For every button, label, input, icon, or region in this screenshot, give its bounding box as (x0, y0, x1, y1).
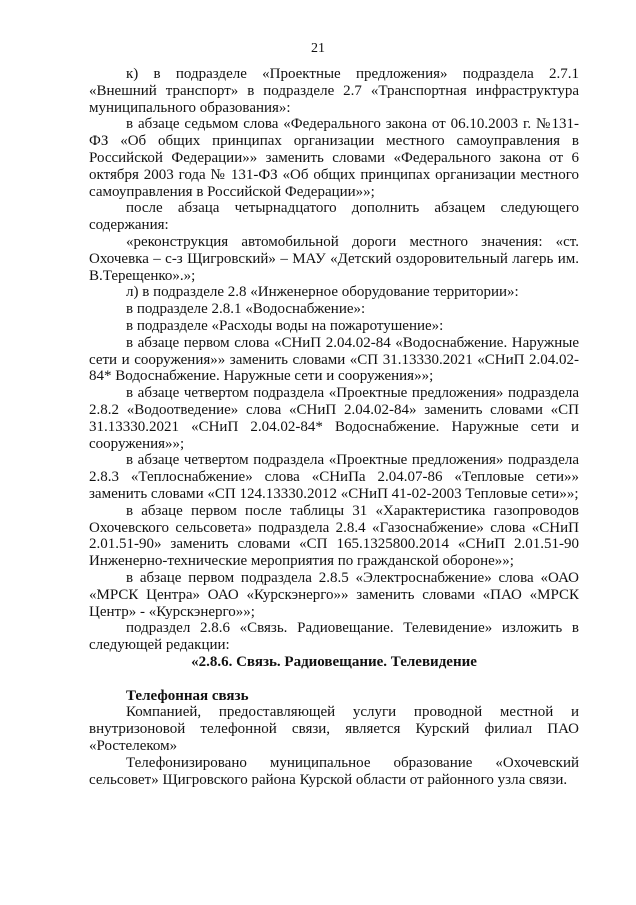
paragraph-posle-abzaca: после абзаца четырнадцатого дополнить абзацем следующего содержания: (89, 200, 579, 234)
section-heading: «2.8.6. Связь. Радиовещание. Телевидение (191, 653, 477, 670)
paragraph-l-inzhenernoe: л) в подразделе 2.8 «Инженерное оборудование территории»: (126, 284, 519, 301)
paragraph-gazosnabzhenie: в абзаце первом после таблицы 31 «Характеристика газопроводов Охочевского сельсовета» подраздела 2.8.4 «Газоснабжение» слова «СНиП 2.01.51-90» заменить словами «СП 165.1325800.2014 «СНиП 2.01.51-90 Инженерно-технические мероприятия по гражданской обороне»»; (89, 502, 579, 570)
paragraph-rashody-vody: в подразделе «Расходы воды на пожаротушение»: (126, 317, 444, 334)
page-number: 21 (311, 41, 325, 56)
paragraph-vodosnabzhenie: в подразделе 2.8.1 «Водоснабжение»: (126, 301, 366, 318)
paragraph-vodootvedenie: в абзаце четвертом подраздела «Проектные предложения» подраздела 2.8.2 «Водоотведение» слова «СНиП 2.04.02-84» заменить словами «СП 31.13330.2021 «СНиП 2.04.02-84* Водоснабжение. Наружные сети и сооружения»»; (89, 385, 579, 452)
paragraph-abzac-sedmoy: в абзаце седьмом слова «Федерального закона от 06.10.2003 г. №131-ФЗ «Об общих принципах организации местного самоуправления в Российской Федерации»» заменить словами «Федерального закона от 6 октября 2003 года № 131-ФЗ «Об общих принципах организации местного самоуправления в Российской Федерации»»; (89, 116, 579, 200)
paragraph-k-transport: к) в подразделе «Проектные предложения» подраздела 2.7.1 «Внешний транспорт» в подразделе 2.7 «Транспортная инфраструктура муниципального образования»: (89, 66, 579, 116)
paragraph-snip-vodosnabzhenie: в абзаце первом слова «СНиП 2.04.02-84 «Водоснабжение. Наружные сети и сооружения»» заменить словами «СП 31.13330.2021 «СНиП 2.04.02-84* Водоснабжение. Наружные сети и сооружения»»; (89, 334, 579, 385)
paragraph-teplosnabzhenie: в абзаце четвертом подраздела «Проектные предложения» подраздела 2.8.3 «Теплоснабжение» слова «СНиПа 2.04.07-86 «Тепловые сети»» заменить словами «СП 124.13330.2012 «СНиП 41-02-2003 Тепловые сети»»; (89, 452, 579, 502)
subheading-telefonnaya-svyaz: Телефонная связь (126, 687, 249, 704)
paragraph-rekonstrukciya: «реконструкция автомобильной дороги местного значения: «ст. Охочевка – с-з Щигровский» – МАУ «Детский оздоровительный лагерь им. В.Терещенко».»; (89, 233, 579, 284)
document-body (89, 66, 579, 788)
paragraph-svyaz-redakciya: подраздел 2.8.6 «Связь. Радиовещание. Телевидение» изложить в следующей редакции: (89, 620, 579, 654)
paragraph-telefonizirovano: Телефонизировано муниципальное образование «Охочевский сельсовет» Щигровского района Курской области от районного узла связи. (89, 754, 579, 788)
paragraph-elektrosnabzhenie: в абзаце первом подраздела 2.8.5 «Электроснабжение» слова «ОАО «МРСК Центра» ОАО «Курскэнерго»» заменить словами «ПАО «МРСК Центр» - «Курскэнерго»»; (89, 569, 579, 620)
paragraph-rostelecom: Компанией, предоставляющей услуги проводной местной и внутризоновой телефонной связи, является Курский филиал ПАО «Ростелеком» (89, 704, 579, 755)
